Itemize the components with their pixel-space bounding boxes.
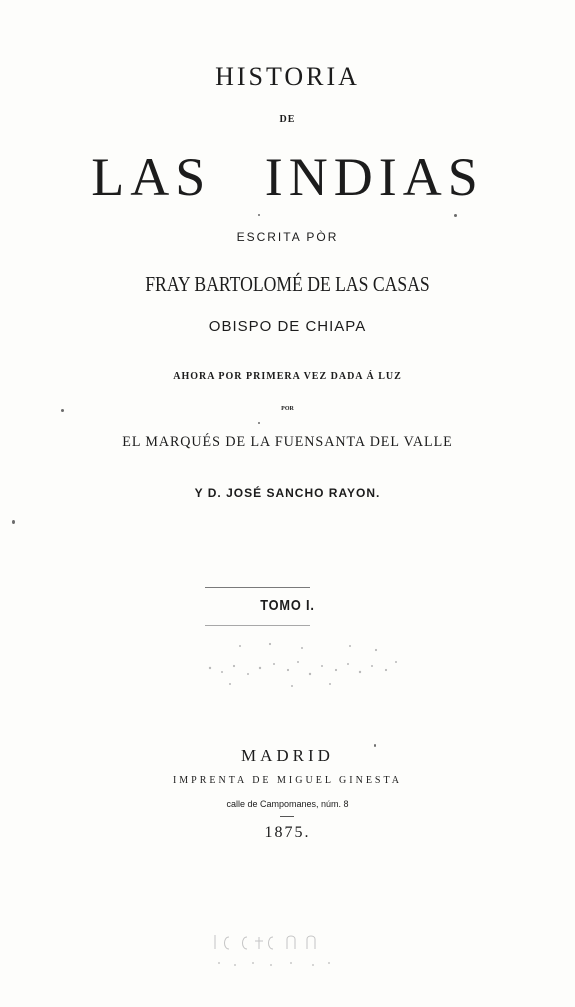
- ink-speck: [12, 520, 15, 524]
- ownership-stamp-icon: [195, 925, 345, 975]
- author-office: OBISPO DE CHIAPA: [208, 318, 367, 335]
- book-title: LAS INDIAS: [91, 147, 484, 207]
- editor-name-2: Y D. JOSÉ SANCHO RAYON.: [194, 486, 381, 500]
- escrita-por-label: ESCRITA PÒR: [236, 230, 339, 244]
- author-name: FRAY BARTOLOMÉ DE LAS CASAS: [145, 272, 430, 296]
- publication-note: AHORA POR PRIMERA VEZ DADA Á LUZ: [173, 371, 402, 382]
- imprint-year: 1875.: [264, 824, 311, 841]
- imprint-printer: IMPRENTA DE MIGUEL GINESTA: [172, 775, 403, 786]
- por-label: POR: [281, 406, 294, 412]
- ink-speck: [374, 744, 376, 747]
- historia-heading: HISTORIA: [215, 62, 360, 91]
- editor-name-1: EL MARQUÉS DE LA FUENSANTA DEL VALLE: [122, 434, 453, 450]
- ink-speck: [258, 422, 260, 424]
- imprint-divider: [280, 816, 294, 817]
- volume-top-rule: [205, 587, 310, 588]
- de-connector: DE: [279, 114, 296, 125]
- ink-speck: [258, 214, 260, 216]
- volume-label: TOMO I.: [260, 597, 315, 614]
- volume-bottom-rule: [205, 625, 310, 626]
- ink-speck: [454, 214, 457, 217]
- imprint-city: MADRID: [241, 746, 334, 765]
- imprint-address: calle de Campomanes, núm. 8: [226, 799, 349, 809]
- library-stamp-icon: [200, 640, 410, 690]
- ink-speck: [61, 409, 64, 412]
